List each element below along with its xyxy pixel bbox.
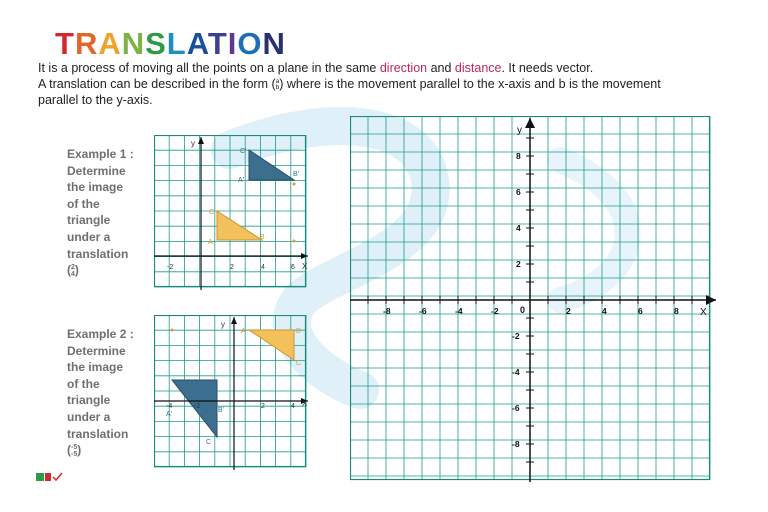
paren: (	[67, 263, 71, 278]
title-letter: T	[55, 26, 75, 61]
tick-label: 6	[291, 264, 295, 271]
x-tick-label: 6	[638, 306, 643, 316]
intro-text: A translation can be described in the form (	[38, 77, 276, 91]
y-tick-label: -2	[512, 331, 520, 341]
origin-label: 0	[520, 305, 526, 315]
vertex-label: A	[241, 328, 246, 335]
title-letter: T	[207, 26, 228, 61]
example-1-vector	[67, 262, 162, 279]
tick-label: -4	[166, 403, 173, 410]
example-1-line: under a	[67, 229, 111, 244]
vertex-label: B'	[218, 407, 225, 414]
paren: )	[74, 263, 79, 278]
logo-square	[45, 473, 51, 481]
y-tick-label: 2	[516, 259, 521, 269]
x-axis-arrow	[301, 253, 308, 259]
tick-label: 4	[261, 264, 265, 271]
point-marker	[293, 240, 296, 243]
x-tick-label: -2	[491, 306, 499, 316]
example-2-line: Determine	[67, 343, 126, 358]
title-letter: N	[262, 26, 286, 61]
title-letter: L	[166, 26, 187, 61]
page-title	[55, 26, 286, 62]
tick-label: -2	[194, 403, 201, 410]
example-2-line: Example 2 :	[67, 327, 134, 341]
intro-line-3	[38, 93, 153, 107]
x-axis-label: X	[302, 262, 308, 271]
intro-line-2	[38, 77, 661, 91]
intro-text: . It needs vector.	[501, 61, 594, 75]
example-1-line: triangle	[67, 213, 111, 228]
title-letter: S	[145, 26, 167, 61]
y-tick-label: -4	[512, 367, 520, 377]
title-letter: I	[227, 26, 238, 61]
y-tick-label: 6	[516, 187, 521, 197]
intro-text: It is a process of moving all the points on a plane in the same	[38, 61, 380, 75]
x-tick-label: -6	[419, 306, 427, 316]
tick-label: 4	[291, 403, 295, 410]
y-axis-arrow	[231, 317, 237, 324]
vector-bottom: b	[275, 83, 280, 91]
y-tick-label: -6	[512, 403, 520, 413]
example-2-vector	[67, 442, 162, 459]
vector-top: a	[275, 77, 280, 85]
x-axis-arrow	[706, 295, 716, 305]
x-axis-label: X	[700, 307, 707, 318]
paren: (	[67, 443, 71, 458]
vertex-label: A'	[166, 411, 173, 418]
tick-label: 2	[230, 264, 234, 271]
x-tick-label: 4	[602, 306, 607, 316]
paren: )	[77, 443, 82, 458]
vector-top: 2	[71, 263, 75, 271]
x-tick-label: -4	[455, 306, 463, 316]
tick-label: -2	[167, 264, 174, 271]
vertex-label: C	[206, 439, 212, 446]
example-1-prompt	[67, 146, 162, 279]
x-axis-label: X	[302, 399, 308, 408]
intro-text: ) where is the movement parallel to the x-axis and b is the movement	[279, 77, 661, 91]
vertex-label: A	[208, 239, 213, 246]
main-coordinate-grid	[350, 116, 720, 484]
example-2-grid	[154, 315, 314, 470]
title-letter: A	[98, 26, 122, 61]
intro-text: parallel to the y-axis.	[38, 93, 153, 107]
x-tick-label: 8	[674, 306, 679, 316]
title-letter: O	[237, 26, 263, 61]
vertex-label: C	[209, 209, 215, 216]
y-axis-label: y	[221, 320, 225, 329]
example-2-line: translation	[67, 426, 129, 441]
example-2-line: under a	[67, 409, 111, 424]
title-letter: N	[121, 26, 146, 61]
point-marker	[171, 329, 174, 332]
y-axis-label: y	[191, 139, 195, 148]
vector-top: -5	[71, 443, 78, 451]
keyword-direction: direction	[379, 61, 428, 75]
vertex-label: B	[260, 234, 265, 241]
vector-bottom: -5	[71, 450, 78, 458]
intro-line-1	[38, 61, 593, 75]
example-1-line: the image	[67, 180, 124, 195]
object-triangle	[217, 211, 262, 240]
example-2-line: the image	[67, 360, 124, 375]
example-1-line: translation	[67, 246, 129, 261]
title-letter: A	[186, 26, 208, 61]
example-2-line: of the	[67, 376, 100, 391]
vertex-label: D	[296, 328, 302, 335]
tick-label: 2	[261, 403, 265, 410]
intro-text: and	[427, 61, 455, 75]
logo-check-icon	[53, 473, 62, 480]
example-2-prompt	[67, 326, 162, 459]
example-1-line: of the	[67, 196, 100, 211]
logo-square	[36, 473, 44, 481]
point-marker	[293, 183, 296, 186]
publisher-logo	[36, 472, 64, 482]
y-axis-label: y	[517, 125, 522, 136]
y-tick-label: 8	[516, 151, 521, 161]
y-axis-arrow	[198, 137, 204, 144]
vector-bottom: 4	[71, 270, 75, 278]
y-axis-arrow	[525, 118, 535, 128]
y-tick-label: -8	[512, 439, 520, 449]
x-tick-label: -8	[383, 306, 391, 316]
vertex-label: C	[296, 360, 302, 367]
example-2-line: triangle	[67, 393, 111, 408]
y-tick-label: 4	[516, 223, 521, 233]
vertex-label: C'	[240, 148, 247, 155]
example-1-grid	[154, 135, 314, 290]
keyword-distance: distance	[454, 61, 502, 75]
vertex-label: B'	[293, 171, 300, 178]
title-letter: R	[74, 26, 99, 61]
vertex-label: A'	[238, 177, 245, 184]
x-tick-label: 2	[566, 306, 571, 316]
example-1-line: Determine	[67, 163, 126, 178]
example-1-line: Example 1 :	[67, 147, 134, 161]
